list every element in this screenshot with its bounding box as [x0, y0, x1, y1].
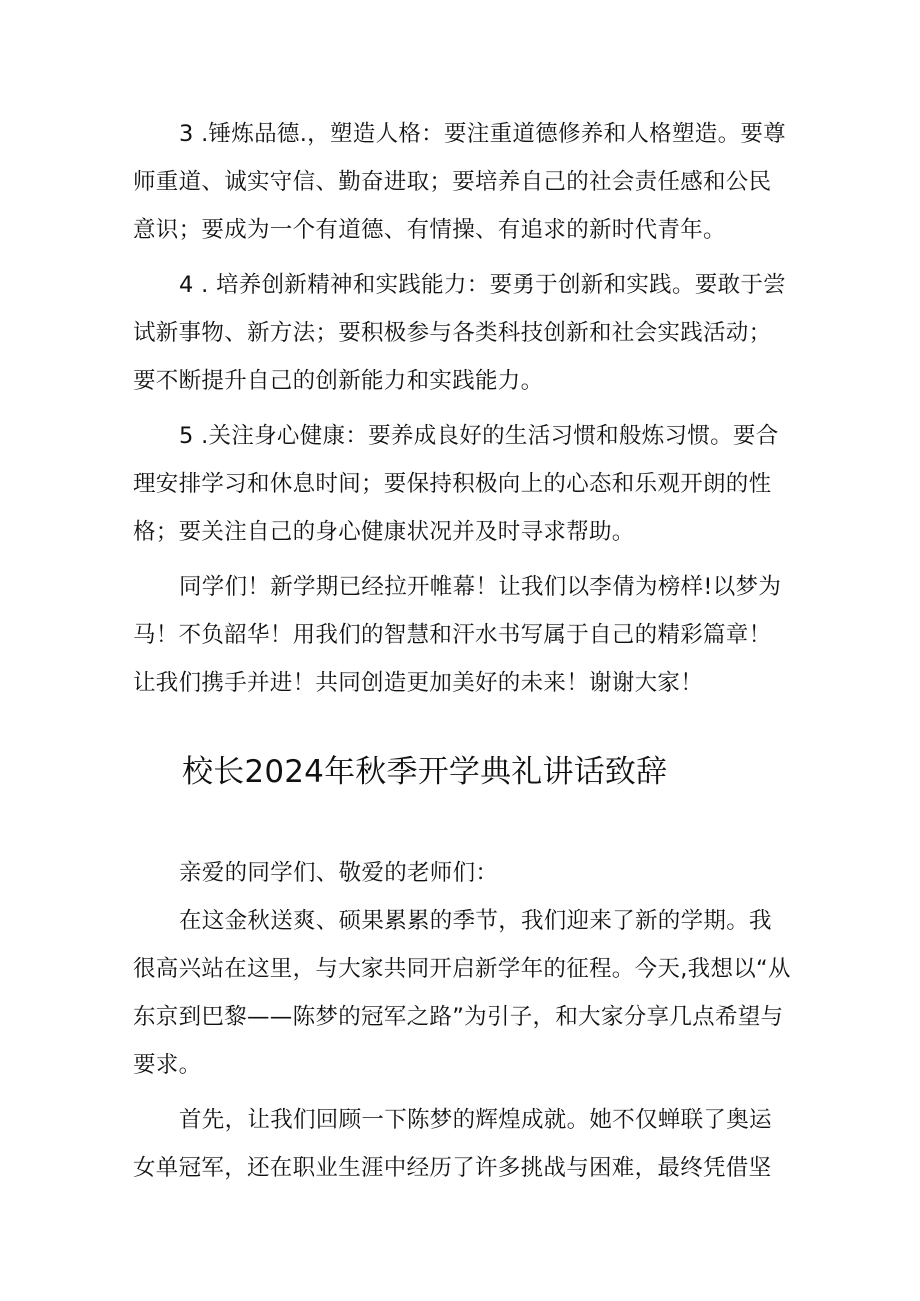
paragraph-closing: 同学们！新学期已经拉开帷幕！让我们以李倩为榜样!以梦为马！不负韶华！用我们的智慧和汗水书写属于自己的精彩篇章！让我们携手并进！共同创造更加美好的未来！谢谢大家！	[133, 574, 782, 696]
paragraph-point-3: 3 .锤炼品德.，塑造人格：要注重道德修养和人格塑造。要尊师重道、诚实守信、勤奋进取；要培养自己的社会责任感和公民意识；要成为一个有道德、有情操、有追求的新时代青年。	[133, 121, 786, 243]
speech-greeting: 亲爱的同学们、敬爱的老师们：	[179, 860, 499, 886]
speech-paragraph-opening: 在这金秋送爽、硕果累累的季节，我们迎来了新的学期。我很高兴站在这里，与大家共同开启新学年的征程。今天,我想以“从东京到巴黎——陈梦的冠军之路”为引子，和大家分享几点希望与要求。	[133, 908, 791, 1078]
paragraph-point-4: 4 . 培养创新精神和实践能力：要勇于创新和实践。要敢于尝试新事物、新方法；要积极参与各类科技创新和社会实践活动；要不断提升自己的创新能力和实践能力。	[133, 272, 786, 394]
previous-section-body	[133, 110, 793, 714]
speech-body	[133, 849, 793, 1199]
speech-paragraph-first: 首先，让我们回顾一下陈梦的辉煌成就。她不仅蝉联了奥运女单冠军，还在职业生涯中经历了许多挑战与困难，最终凭借坚	[133, 1107, 772, 1181]
speech-title: 校长2024年秋季开学典礼讲话致辞	[182, 754, 668, 790]
paragraph-point-5: 5 .关注身心健康：要养成良好的生活习惯和般炼习惯。要合理安排学习和休息时间；要保持积极向上的心态和乐观开朗的性格；要关注自己的身心健康状况并及时寻求帮助。	[133, 423, 779, 545]
